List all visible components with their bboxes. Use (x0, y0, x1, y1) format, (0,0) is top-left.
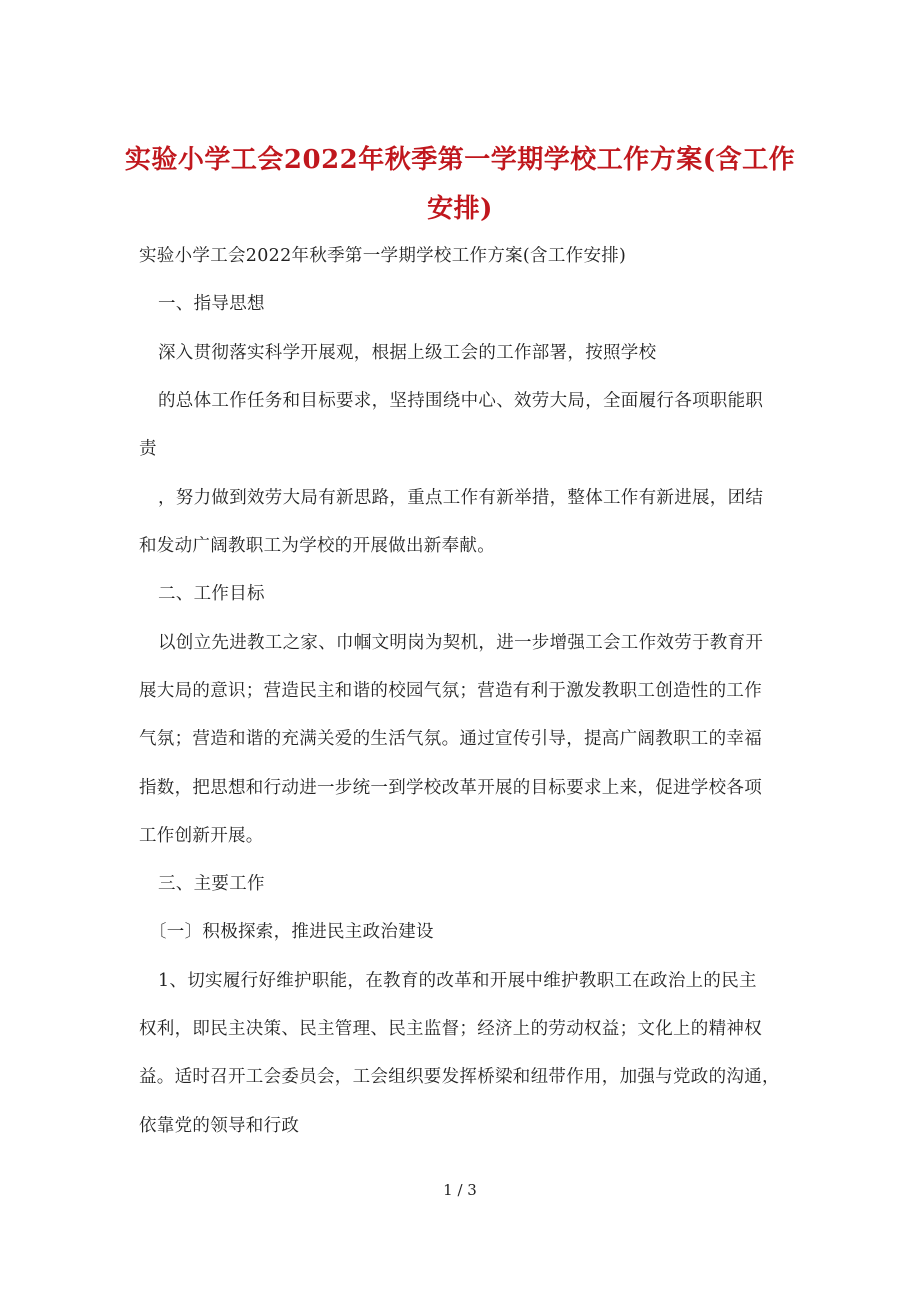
page-number: 1 / 3 (443, 1181, 477, 1199)
body-line-subtitle: 实验小学工会2022年秋季第一学期学校工作方案(含工作安排) (139, 246, 627, 266)
body-line: 依靠党的领导和行政 (139, 1116, 300, 1136)
body-line: 气氛；营造和谐的充满关爱的生活气氛。通过宣传引导，提高广阔教职工的幸福 (139, 729, 762, 749)
body-line: 权利，即民主决策、民主管理、民主监督；经济上的劳动权益；文化上的精神权 (139, 1019, 762, 1039)
section-heading-work-goals: 二、工作目标 (158, 584, 265, 604)
subsection-heading: 〔一〕积极探索，推进民主政治建设 (149, 922, 434, 942)
body-line: 指数，把思想和行动进一步统一到学校改革开展的目标要求上来，促进学校各项 (139, 778, 762, 798)
section-heading-main-work: 三、主要工作 (158, 874, 265, 894)
body-line: 展大局的意识；营造民主和谐的校园气氛；营造有利于激发教职工创造性的工作 (139, 681, 762, 701)
document-title (120, 136, 800, 234)
body-line: 1、切实履行好维护职能，在教育的改革和开展中维护教职工在政治上的民主 (158, 971, 757, 991)
body-line: 以创立先进教工之家、巾帼文明岗为契机，进一步增强工会工作效劳于教育开 (158, 633, 764, 653)
body-line: 益。适时召开工会委员会，工会组织要发挥桥梁和纽带作用，加强与党政的沟通， (139, 1067, 780, 1087)
title-line-1: 实验小学工会2022年秋季第一学期学校工作方案(含工作 (124, 145, 796, 175)
body-line: 责 (139, 439, 157, 459)
body-line: ，努力做到效劳大局有新思路，重点工作有新举措，整体工作有新进展，团结 (158, 488, 764, 508)
title-line-2: 安排) (427, 194, 493, 224)
body-line: 工作创新开展。 (139, 826, 264, 846)
body-line: 和发动广阔教职工为学校的开展做出新奉献。 (139, 536, 495, 556)
body-line: 的总体工作任务和目标要求，坚持围绕中心、效劳大局，全面履行各项职能职 (158, 391, 764, 411)
body-line: 深入贯彻落实科学开展观，根据上级工会的工作部署，按照学校 (158, 343, 657, 363)
section-heading-guiding-thought: 一、指导思想 (158, 294, 265, 314)
